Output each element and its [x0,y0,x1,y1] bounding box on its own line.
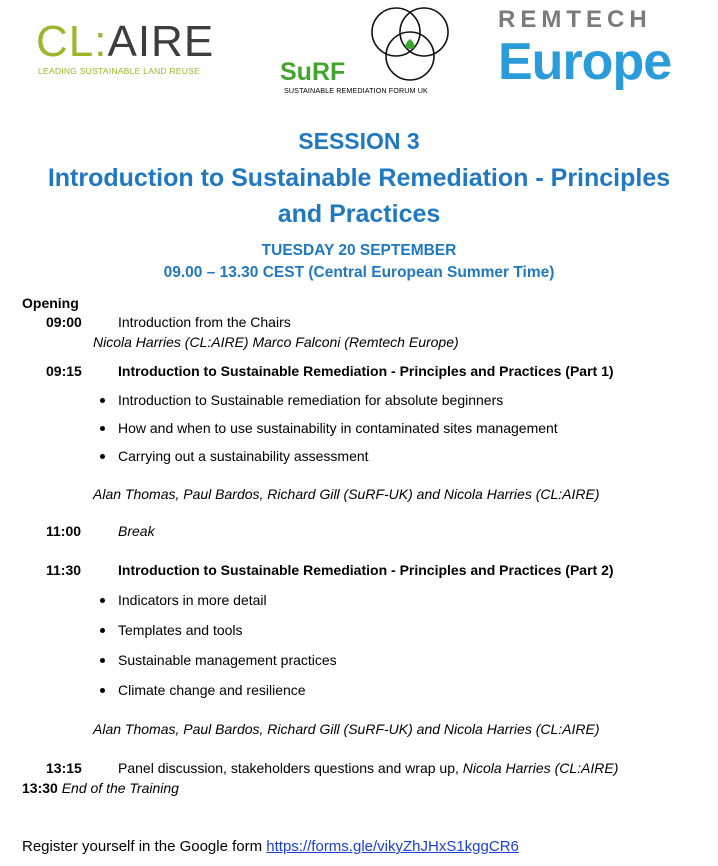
item4-bullet-1: Indicators in more detail [118,592,267,608]
item5-time: 13:15 [46,760,82,776]
bullet-dot [100,628,105,633]
session-time: 09.00 – 13.30 CEST (Central European Summer Time) [163,264,555,281]
remtech-word: REMTECH [498,6,652,33]
page-title-line2: and Practices [277,200,441,228]
claire-logo-aire: AIRE [107,17,215,66]
item5-title: Panel discussion, stakeholders questions and wrap up, [118,760,463,776]
session-title: SESSION 3 [298,128,420,154]
item6-time: 13:30 [22,780,58,796]
item6-title: End of the Training [61,780,179,796]
item1-speakers: Nicola Harries (CL:AIRE) Marco Falconi (Remtech Europe) [93,334,459,350]
item3-time: 11:00 [46,523,82,539]
item5-speaker: Nicola Harries (CL:AIRE) [462,760,619,776]
item4-time: 11:30 [46,562,82,578]
remtech-europe: Europe [498,33,672,91]
surf-name: SuRF [280,58,346,86]
claire-logo-word [36,17,215,66]
item2-bullet-3: Carrying out a sustainability assessment [118,448,369,464]
bullet-dot [100,398,105,403]
item5-line [118,760,618,776]
register-link[interactable]: https://forms.gle/vikyZhJHxS1kggCR6 [266,838,519,855]
surf-subtitle: SUSTAINABLE REMEDIATION FORUM UK [284,86,428,95]
page-title-line1: Introduction to Sustainable Remediation - Principles [47,164,671,192]
item2-title: Introduction to Sustainable Remediation - Principles and Practices (Part 1) [118,363,614,379]
bullet-dot [100,454,105,459]
item2-speakers: Alan Thomas, Paul Bardos, Richard Gill (SuRF-UK) and Nicola Harries (CL:AIRE) [93,486,600,502]
item6-line [22,780,179,796]
item4-bullet-2: Templates and tools [118,622,243,638]
item4-title: Introduction to Sustainable Remediation - Principles and Practices (Part 2) [118,562,614,578]
item4-bullet-4: Climate change and resilience [118,682,306,698]
surf-logo [278,6,458,98]
claire-logo-cl: CL [36,17,95,66]
remtech-logo [498,6,703,94]
item3-title: Break [118,523,155,539]
item2-time: 09:15 [46,363,82,379]
claire-logo-colon: : [94,17,108,66]
opening-label: Opening [22,295,79,311]
bullet-dot [100,598,105,603]
session-date: TUESDAY 20 SEPTEMBER [261,242,457,259]
item4-bullet-3: Sustainable management practices [118,652,337,668]
claire-tagline: LEADING SUSTAINABLE LAND REUSE [38,66,201,76]
item1-title: Introduction from the Chairs [118,314,291,330]
venn-circles-icon [366,6,454,84]
claire-logo [36,17,216,82]
register-text: Register yourself in the Google form [22,838,267,855]
bullet-dot [100,688,105,693]
register-line [22,838,519,855]
item2-bullet-2: How and when to use sustainability in contaminated sites management [118,420,558,436]
item4-speakers: Alan Thomas, Paul Bardos, Richard Gill (SuRF-UK) and Nicola Harries (CL:AIRE) [93,721,600,737]
bullet-dot [100,426,105,431]
item2-bullet-1: Introduction to Sustainable remediation for absolute beginners [118,392,504,408]
item1-time: 09:00 [46,314,82,330]
bullet-dot [100,658,105,663]
